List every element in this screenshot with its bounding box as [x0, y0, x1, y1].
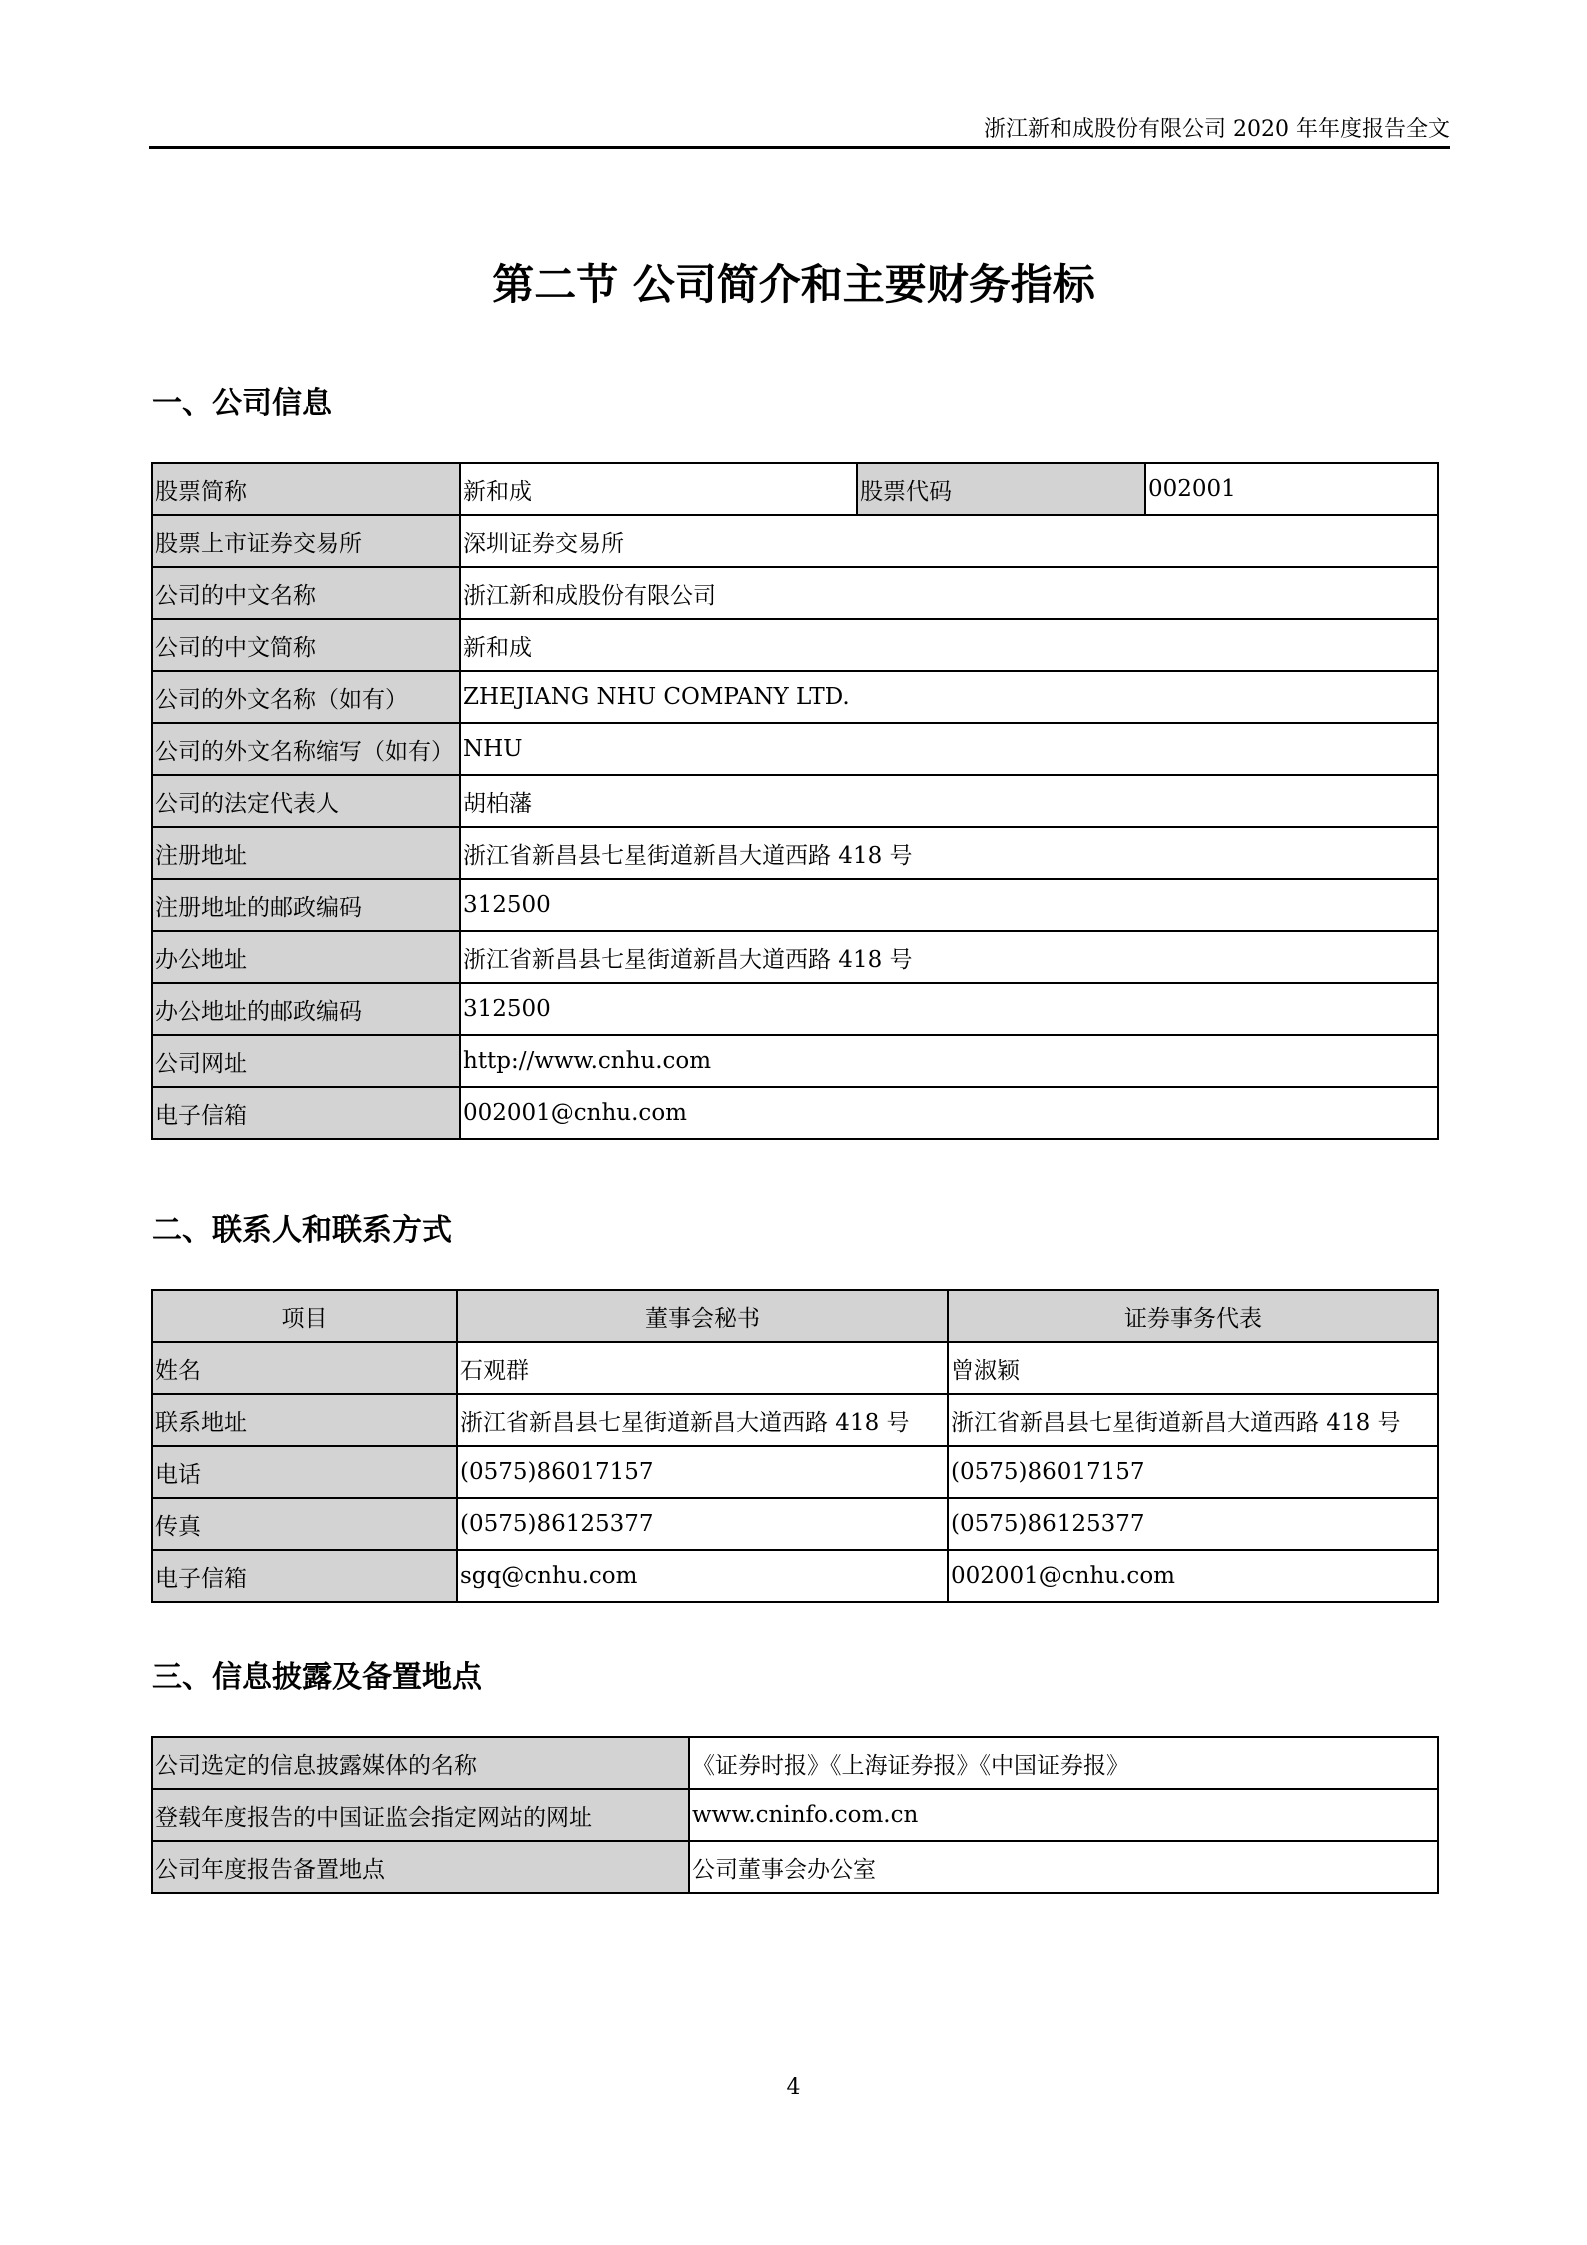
value-cell: 浙江新和成股份有限公司 [460, 567, 1438, 619]
value-cell: (0575)86017157 [948, 1446, 1438, 1498]
value-cell: 石观群 [457, 1342, 948, 1394]
section2-heading: 二、联系人和联系方式 [152, 1213, 452, 1248]
value-cell: 002001@cnhu.com [460, 1087, 1438, 1139]
header-rule [149, 146, 1450, 149]
table-row [152, 931, 1438, 983]
table-row [152, 879, 1438, 931]
page-title: 第二节 公司简介和主要财务指标 [492, 260, 1095, 309]
value-cell: 公司董事会办公室 [689, 1841, 1438, 1893]
value-cell: 浙江省新昌县七星街道新昌大道西路 418 号 [460, 827, 1438, 879]
label-cell: 公司的法定代表人 [152, 775, 460, 827]
value-cell: sgq@cnhu.com [457, 1550, 948, 1602]
label-cell: 股票上市证券交易所 [152, 515, 460, 567]
column-header: 董事会秘书 [457, 1290, 948, 1342]
value-cell: 002001 [1145, 463, 1438, 515]
header-row [152, 1290, 1438, 1342]
table-row [152, 1446, 1438, 1498]
table-row [152, 1789, 1438, 1841]
table-row [152, 1035, 1438, 1087]
value-cell: 浙江省新昌县七星街道新昌大道西路 418 号 [457, 1394, 948, 1446]
table-row [152, 775, 1438, 827]
value-cell: 312500 [460, 983, 1438, 1035]
table-row [152, 723, 1438, 775]
table-row [152, 827, 1438, 879]
label-cell: 公司的外文名称（如有） [152, 671, 460, 723]
column-header: 项目 [152, 1290, 457, 1342]
table-row [152, 1394, 1438, 1446]
value-cell: 浙江省新昌县七星街道新昌大道西路 418 号 [460, 931, 1438, 983]
table-row [152, 983, 1438, 1035]
label-cell: 办公地址的邮政编码 [152, 983, 460, 1035]
disclosure-table [151, 1736, 1439, 1894]
label-cell: 公司的中文名称 [152, 567, 460, 619]
page-number: 4 [786, 2075, 801, 2100]
value-cell: 新和成 [460, 619, 1438, 671]
table-row [152, 1550, 1438, 1602]
company-info-table [151, 462, 1439, 1140]
label-cell: 公司的外文名称缩写（如有） [152, 723, 460, 775]
value-cell: 曾淑颖 [948, 1342, 1438, 1394]
value-cell: (0575)86125377 [457, 1498, 948, 1550]
label-cell: 办公地址 [152, 931, 460, 983]
section3-heading: 三、信息披露及备置地点 [152, 1660, 482, 1695]
value-cell: http://www.cnhu.com [460, 1035, 1438, 1087]
value-cell: 浙江省新昌县七星街道新昌大道西路 418 号 [948, 1394, 1438, 1446]
label-cell: 公司的中文简称 [152, 619, 460, 671]
value-cell: 深圳证券交易所 [460, 515, 1438, 567]
label-cell: 电话 [152, 1446, 457, 1498]
value-cell: NHU [460, 723, 1438, 775]
value-cell: 胡柏藩 [460, 775, 1438, 827]
value-cell: 312500 [460, 879, 1438, 931]
value-cell: (0575)86125377 [948, 1498, 1438, 1550]
value-cell: 新和成 [460, 463, 857, 515]
label-cell: 股票简称 [152, 463, 460, 515]
value-cell: (0575)86017157 [457, 1446, 948, 1498]
label-cell: 公司网址 [152, 1035, 460, 1087]
label-cell: 电子信箱 [152, 1087, 460, 1139]
table-row [152, 1498, 1438, 1550]
running-header: 浙江新和成股份有限公司 2020 年年度报告全文 [984, 117, 1450, 142]
value-cell: ZHEJIANG NHU COMPANY LTD. [460, 671, 1438, 723]
value-cell: 002001@cnhu.com [948, 1550, 1438, 1602]
table-row [152, 1087, 1438, 1139]
label-cell: 注册地址的邮政编码 [152, 879, 460, 931]
table-row [152, 1841, 1438, 1893]
label-cell: 公司年度报告备置地点 [152, 1841, 689, 1893]
table-row [152, 1342, 1438, 1394]
table-row [152, 515, 1438, 567]
table-row [152, 1737, 1438, 1789]
table-row [152, 567, 1438, 619]
label-cell: 登载年度报告的中国证监会指定网站的网址 [152, 1789, 689, 1841]
column-header: 证券事务代表 [948, 1290, 1438, 1342]
label-cell: 电子信箱 [152, 1550, 457, 1602]
label-cell: 公司选定的信息披露媒体的名称 [152, 1737, 689, 1789]
value-cell: 《证券时报》《上海证券报》《中国证券报》 [689, 1737, 1438, 1789]
label-cell: 传真 [152, 1498, 457, 1550]
label-cell: 姓名 [152, 1342, 457, 1394]
table-row [152, 619, 1438, 671]
contact-table [151, 1289, 1439, 1603]
table-row [152, 463, 1438, 515]
label-cell: 注册地址 [152, 827, 460, 879]
section1-heading: 一、公司信息 [152, 386, 332, 421]
value-cell: www.cninfo.com.cn [689, 1789, 1438, 1841]
label-cell: 联系地址 [152, 1394, 457, 1446]
label-cell: 股票代码 [857, 463, 1145, 515]
table-row [152, 671, 1438, 723]
